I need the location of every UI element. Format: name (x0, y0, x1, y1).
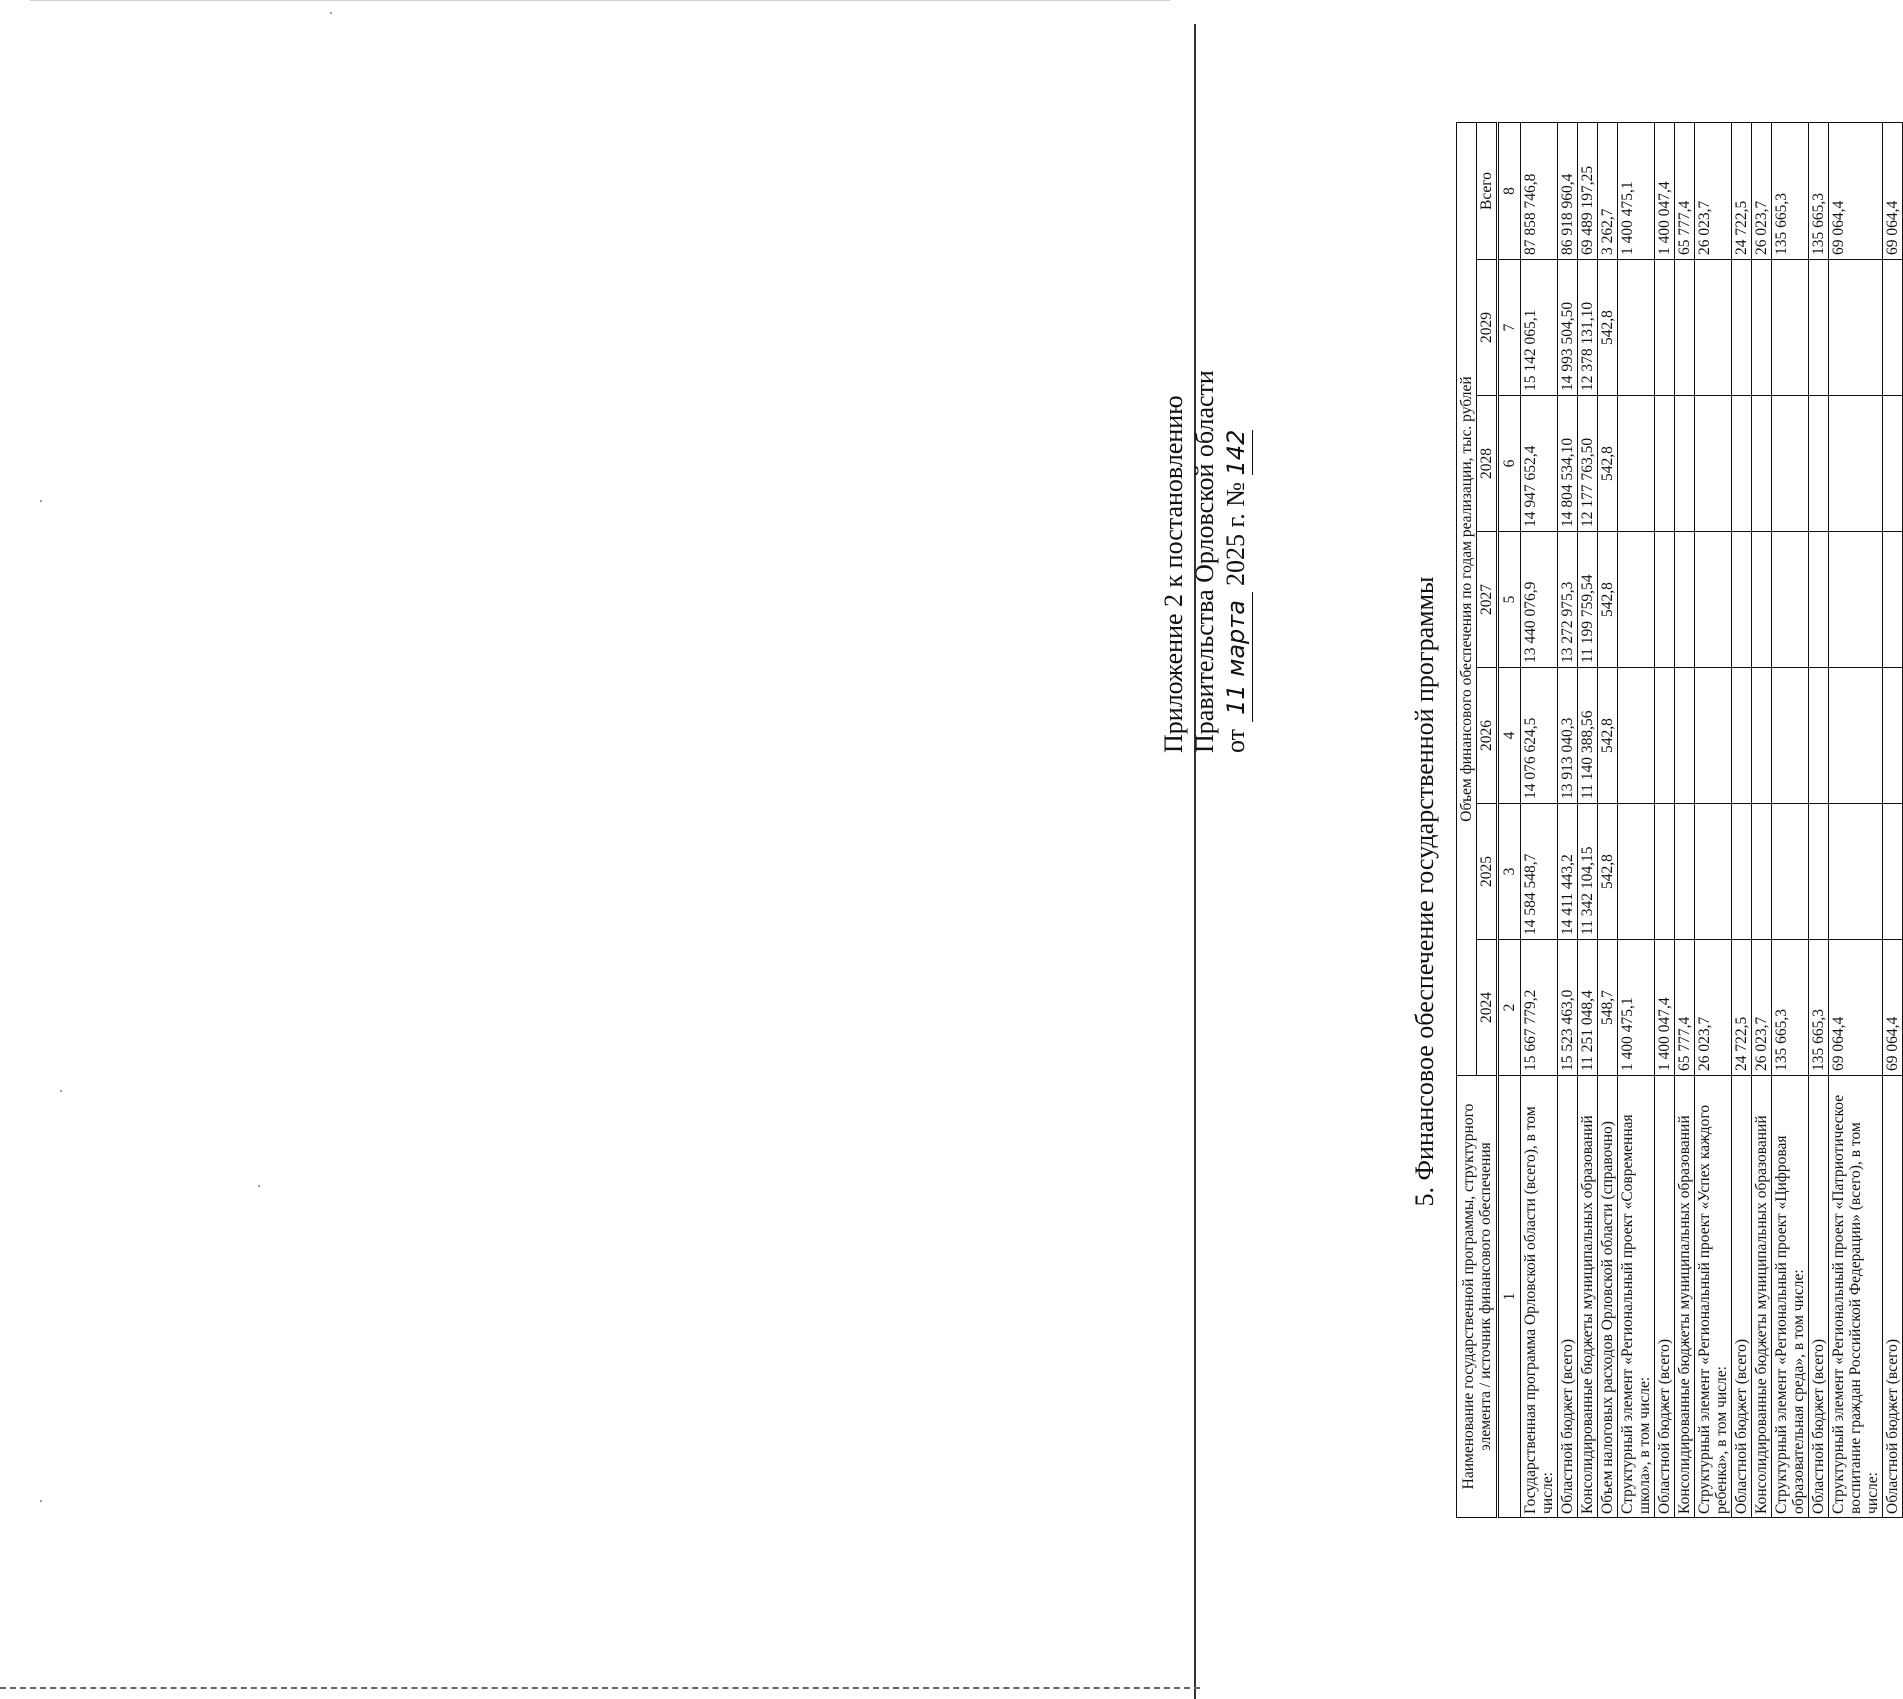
row-value (1655, 260, 1675, 396)
row-value: 11 140 388,56 (1578, 668, 1598, 804)
row-name: Объем налоговых расходов Орловской области (справочно) (1598, 1076, 1618, 1518)
row-value: 15 142 065,1 (1521, 260, 1558, 396)
row-total: 86 918 960,4 (1558, 123, 1578, 260)
row-value (1752, 260, 1772, 396)
row-value (1752, 804, 1772, 940)
table-row (1752, 123, 1772, 1518)
row-value (1883, 532, 1903, 668)
row-value: 1 400 047,4 (1655, 940, 1675, 1076)
row-value: 14 076 624,5 (1521, 668, 1558, 804)
row-value: 14 584 548,7 (1521, 804, 1558, 940)
row-value (1809, 804, 1829, 940)
row-value (1675, 396, 1695, 532)
page-edge-bottom (0, 1687, 1200, 1689)
column-number: 5 (1498, 532, 1521, 668)
row-value: 542,8 (1598, 396, 1618, 532)
row-name: Структурный элемент «Региональный проект «Цифровая образовательная среда», в том числе: (1772, 1076, 1809, 1518)
table-row (1829, 123, 1883, 1518)
row-value (1809, 260, 1829, 396)
rotated-document (1148, 105, 1901, 1678)
row-value (1675, 804, 1695, 940)
row-value: 135 665,3 (1809, 940, 1829, 1076)
column-number-row (1498, 123, 1521, 1518)
table-row (1772, 123, 1809, 1518)
page-edge-top (30, 0, 1170, 1)
row-value (1809, 532, 1829, 668)
row-value: 14 993 504,50 (1558, 260, 1578, 396)
row-value (1618, 260, 1655, 396)
row-value (1732, 532, 1752, 668)
row-value (1732, 260, 1752, 396)
row-value: 542,8 (1598, 668, 1618, 804)
table-row (1809, 123, 1829, 1518)
column-number: 3 (1498, 804, 1521, 940)
row-value (1695, 668, 1732, 804)
row-name: Консолидированные бюджеты муниципальных образований (1752, 1076, 1772, 1518)
header-year: 2025 (1477, 804, 1498, 940)
row-value (1675, 260, 1695, 396)
row-total: 69 489 197,25 (1578, 123, 1598, 260)
row-value (1655, 396, 1675, 532)
row-value: 69 064,4 (1883, 940, 1903, 1076)
row-value (1732, 396, 1752, 532)
header-year: 2029 (1477, 260, 1498, 396)
header-year: 2028 (1477, 396, 1498, 532)
row-value (1675, 668, 1695, 804)
row-value (1732, 668, 1752, 804)
table-row (1732, 123, 1752, 1518)
table-row (1618, 123, 1655, 1518)
row-name: Областной бюджет (всего) (1655, 1076, 1675, 1518)
row-total: 24 722,5 (1732, 123, 1752, 260)
row-value (1772, 668, 1809, 804)
row-total: 135 665,3 (1772, 123, 1809, 260)
row-value (1695, 532, 1732, 668)
row-total: 135 665,3 (1809, 123, 1829, 260)
row-name: Областной бюджет (всего) (1883, 1076, 1903, 1518)
handwritten-number: 142 (1221, 430, 1253, 476)
row-total: 26 023,7 (1752, 123, 1772, 260)
table-row (1655, 123, 1675, 1518)
row-name: Областной бюджет (всего) (1558, 1076, 1578, 1518)
row-name: Областной бюджет (всего) (1809, 1076, 1829, 1518)
financing-table (1456, 122, 1903, 1518)
column-number: 6 (1498, 396, 1521, 532)
row-value: 1 400 475,1 (1618, 940, 1655, 1076)
row-value: 14 947 652,4 (1521, 396, 1558, 532)
row-value: 24 722,5 (1732, 940, 1752, 1076)
row-value (1655, 532, 1675, 668)
row-value: 11 251 048,4 (1578, 940, 1598, 1076)
row-value: 12 378 131,10 (1578, 260, 1598, 396)
header-year: 2027 (1477, 532, 1498, 668)
row-value (1829, 532, 1883, 668)
row-value: 15 523 463,0 (1558, 940, 1578, 1076)
row-total: 69 064,4 (1829, 123, 1883, 260)
scan-speck (258, 1185, 260, 1187)
scan-speck (40, 500, 42, 502)
row-name: Структурный элемент «Региональный проект «Патриотическое воспитание граждан Российской Федерации» (всего), в том числе: (1829, 1076, 1883, 1518)
scan-speck (60, 1090, 62, 1092)
table-row (1695, 123, 1732, 1518)
row-value: 13 440 076,9 (1521, 532, 1558, 668)
appendix-year: 2025 г. № (1221, 481, 1250, 586)
row-value: 548,7 (1598, 940, 1618, 1076)
appendix-prefix: от (1221, 728, 1250, 753)
appendix-line-2: Правительства Орловской области (1190, 370, 1219, 753)
row-value (1655, 804, 1675, 940)
row-total: 1 400 475,1 (1618, 123, 1655, 260)
row-value: 13 272 975,3 (1558, 532, 1578, 668)
row-value: 12 177 763,50 (1578, 396, 1598, 532)
table-row (1558, 123, 1578, 1518)
row-total: 65 777,4 (1675, 123, 1695, 260)
row-total: 26 023,7 (1695, 123, 1732, 260)
row-value: 542,8 (1598, 260, 1618, 396)
row-value (1772, 532, 1809, 668)
row-name: Консолидированные бюджеты муниципальных образований (1675, 1076, 1695, 1518)
appendix-header (1158, 133, 1253, 753)
row-value: 542,8 (1598, 532, 1618, 668)
row-value (1883, 804, 1903, 940)
row-value (1695, 396, 1732, 532)
row-value (1829, 396, 1883, 532)
row-value (1772, 804, 1809, 940)
row-value (1752, 532, 1772, 668)
row-value: 15 667 779,2 (1521, 940, 1558, 1076)
row-value (1829, 260, 1883, 396)
row-value (1772, 396, 1809, 532)
row-value (1752, 668, 1772, 804)
row-value (1772, 260, 1809, 396)
column-number: 1 (1498, 1076, 1521, 1518)
row-total: 3 262,7 (1598, 123, 1618, 260)
header-year: 2024 (1477, 940, 1498, 1076)
header-name: Наименование государственной программы, структурного элемента / источник финансового обеспечения (1457, 1076, 1498, 1518)
row-value (1829, 668, 1883, 804)
row-value (1618, 668, 1655, 804)
table-row (1883, 123, 1903, 1518)
row-value: 14 411 443,2 (1558, 804, 1578, 940)
row-value (1618, 396, 1655, 532)
table-row (1598, 123, 1618, 1518)
row-value (1675, 532, 1695, 668)
row-value: 542,8 (1598, 804, 1618, 940)
header-volume: Объем финансового обеспечения по годам реализации, тыс. рублей (1457, 123, 1477, 1076)
row-value (1618, 532, 1655, 668)
header-year: 2026 (1477, 668, 1498, 804)
column-number: 7 (1498, 260, 1521, 396)
row-value: 11 342 104,15 (1578, 804, 1598, 940)
column-number: 8 (1498, 123, 1521, 260)
table-row (1675, 123, 1695, 1518)
row-value: 26 023,7 (1752, 940, 1772, 1076)
appendix-date-line (1220, 133, 1253, 753)
row-value (1809, 396, 1829, 532)
table-row (1578, 123, 1598, 1518)
row-value: 65 777,4 (1675, 940, 1695, 1076)
row-value (1883, 668, 1903, 804)
row-value (1809, 668, 1829, 804)
row-value (1883, 396, 1903, 532)
scan-speck (40, 1500, 42, 1502)
column-number: 4 (1498, 668, 1521, 804)
handwritten-date: 11 марта (1221, 592, 1253, 722)
header-row-1 (1457, 123, 1477, 1518)
row-value (1695, 260, 1732, 396)
appendix-line-1: Приложение 2 к постановлению (1159, 395, 1188, 753)
row-name: Консолидированные бюджеты муниципальных образований (1578, 1076, 1598, 1518)
row-total: 1 400 047,4 (1655, 123, 1675, 260)
row-value: 13 913 040,3 (1558, 668, 1578, 804)
row-value (1752, 396, 1772, 532)
row-value (1883, 260, 1903, 396)
row-value: 11 199 759,54 (1578, 532, 1598, 668)
section-title: 5. Финансовое обеспечение государственной программы (1410, 576, 1439, 1207)
row-value (1732, 804, 1752, 940)
table-row (1521, 123, 1558, 1518)
row-value (1655, 668, 1675, 804)
header-total: Всего (1477, 123, 1498, 260)
row-value: 26 023,7 (1695, 940, 1732, 1076)
row-value: 14 804 534,10 (1558, 396, 1578, 532)
scan-speck (330, 12, 332, 14)
row-name: Областной бюджет (всего) (1732, 1076, 1752, 1518)
row-total: 87 858 746,8 (1521, 123, 1558, 260)
row-name: Государственная программа Орловской области (всего), в том числе: (1521, 1076, 1558, 1518)
row-name: Структурный элемент «Региональный проект «Современная школа», в том числе: (1618, 1076, 1655, 1518)
row-value: 135 665,3 (1772, 940, 1809, 1076)
row-total: 69 064,4 (1883, 123, 1903, 260)
row-value: 69 064,4 (1829, 940, 1883, 1076)
row-value (1695, 804, 1732, 940)
row-value (1829, 804, 1883, 940)
row-name: Структурный элемент «Региональный проект «Успех каждого ребенка», в том числе: (1695, 1076, 1732, 1518)
column-number: 2 (1498, 940, 1521, 1076)
row-value (1618, 804, 1655, 940)
